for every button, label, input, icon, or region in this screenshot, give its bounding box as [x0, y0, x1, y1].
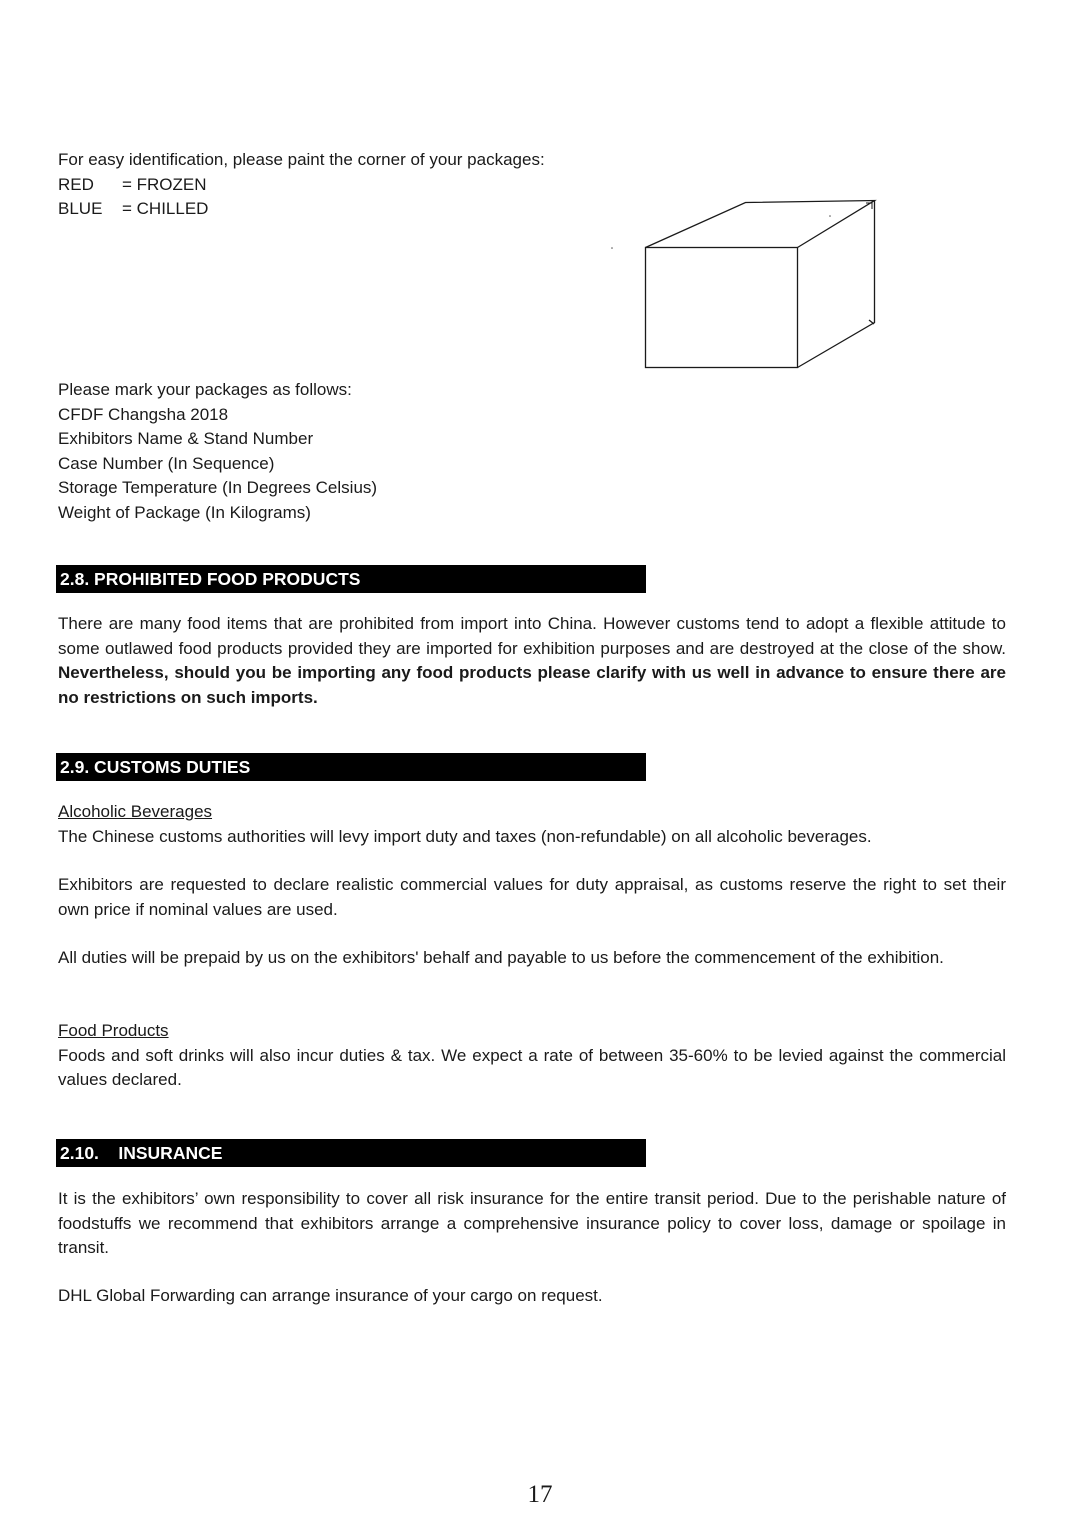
dhl-paragraph: DHL Global Forwarding can arrange insurance of your cargo on request.: [58, 1286, 603, 1305]
marking-color-value: = CHILLED: [122, 199, 209, 218]
marking-color-label: BLUE: [58, 199, 103, 218]
box-side-face: [798, 201, 875, 368]
prohibited-text-bold: Nevertheless, should you be importing any food products please clarify with us well in advance to ensure there are no restrictions on such imports.: [58, 663, 1006, 707]
insurance-paragraph: It is the exhibitors’ own responsibility to cover all risk insurance for the entire transit period. Due to the perishable nature of foodstuffs we recommend that exhibitors arrange a comprehensive insurance policy to cover loss, damage or spoilage in transit.: [58, 1189, 1006, 1257]
food-block: [58, 1019, 1006, 1093]
alcohol-text: The Chinese customs authorities will levy import duty and taxes (non-refundable) on all alcoholic beverages.: [58, 826, 872, 846]
list-item: Case Number (In Sequence): [58, 453, 275, 473]
box-front-face: [646, 248, 798, 368]
alcohol-subheading: Alcoholic Beverages: [58, 802, 213, 821]
section-heading-customs-duties: 2.9. CUSTOMS DUTIES: [56, 753, 646, 781]
list-item: CFDF Changsha 2018: [58, 404, 229, 424]
marking-color-value: = FROZEN: [122, 174, 207, 194]
list-item: Storage Temperature (In Degrees Celsius): [58, 478, 378, 497]
package-box-illustration: [600, 190, 890, 380]
prohibited-text: There are many food items that are prohibited from import into China. However customs tend to adopt a flexible attitude to some outlawed food products provided they are imported for exhibition purposes and are destroyed at the close of the show.: [58, 614, 1006, 658]
package-marks-intro: Please mark your packages as follows:: [58, 380, 352, 399]
package-marks: [58, 378, 1006, 525]
marking-color-label: RED: [58, 174, 94, 194]
food-text: Foods and soft drinks will also incur duties & tax. We expect a rate of between 35-60% to be levied against the commercial values declared.: [58, 1045, 1006, 1089]
prepaid-paragraph: All duties will be prepaid by us on the exhibitors' behalf and payable to us before the commencement of the exhibition.: [58, 948, 944, 967]
section-heading-insurance: 2.10. INSURANCE: [56, 1139, 646, 1167]
page-number: 17: [527, 1481, 553, 1508]
food-subheading: Food Products: [58, 1021, 169, 1040]
prohibited-paragraph: [58, 612, 1006, 710]
box-top-face: [646, 201, 875, 248]
declare-paragraph: Exhibitors are requested to declare realistic commercial values for duty appraisal, as customs reserve the right to set their own price if nominal values are used.: [58, 875, 1006, 919]
list-item: Weight of Package (In Kilograms): [58, 502, 311, 522]
list-item: Exhibitors Name & Stand Number: [58, 429, 314, 448]
marking-intro: For easy identification, please paint the corner of your packages:: [58, 150, 545, 169]
alcohol-block: [58, 800, 1006, 849]
section-heading-prohibited: 2.8. PROHIBITED FOOD PRODUCTS: [56, 565, 646, 593]
